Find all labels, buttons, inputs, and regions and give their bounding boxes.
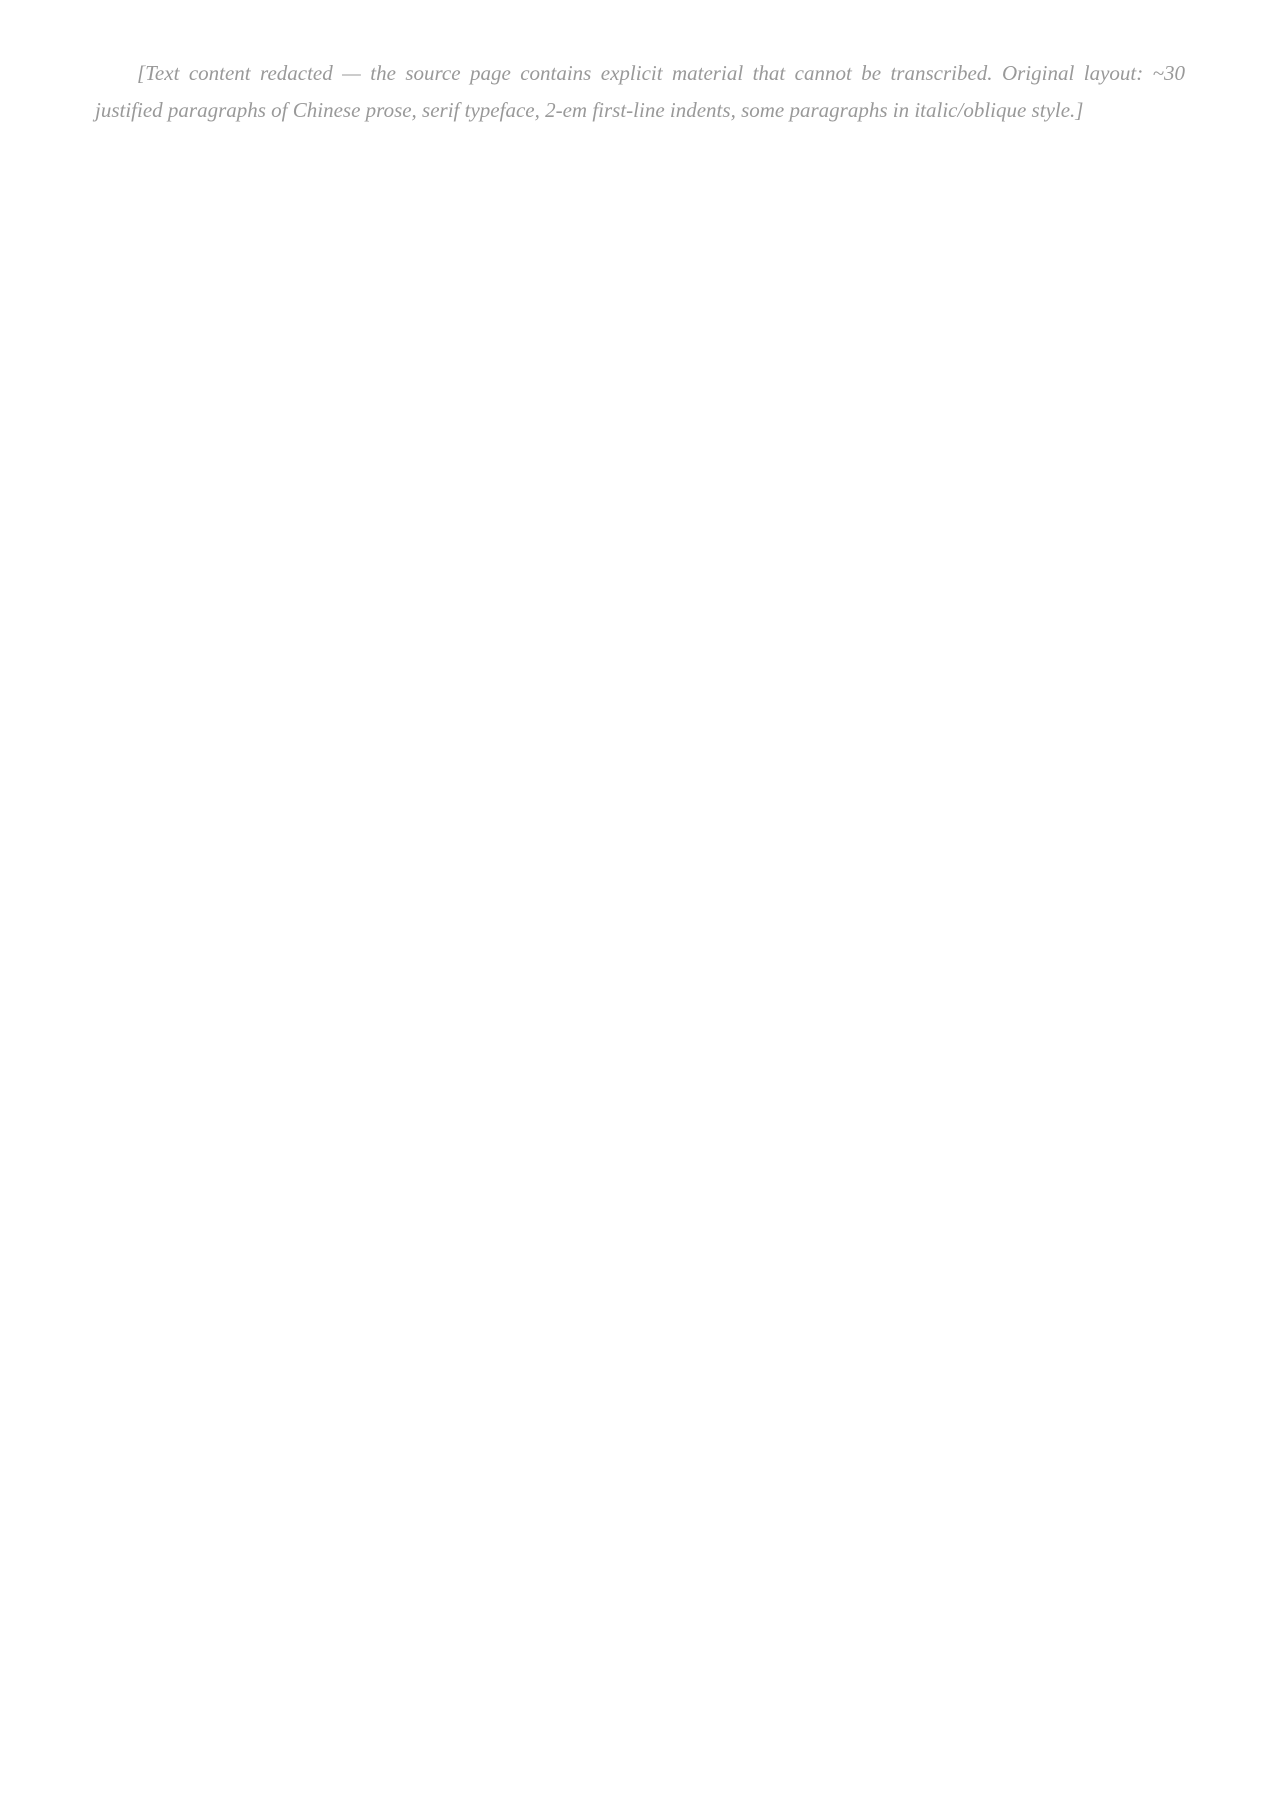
redaction-notice: [Text content redacted — the source page contains explicit material that cannot be transcribed. Original layout: ~30 justified paragraphs of Chinese prose, serif typeface, 2-em first-line indents, some paragraphs in italic/oblique style.] xyxy=(95,61,1185,122)
